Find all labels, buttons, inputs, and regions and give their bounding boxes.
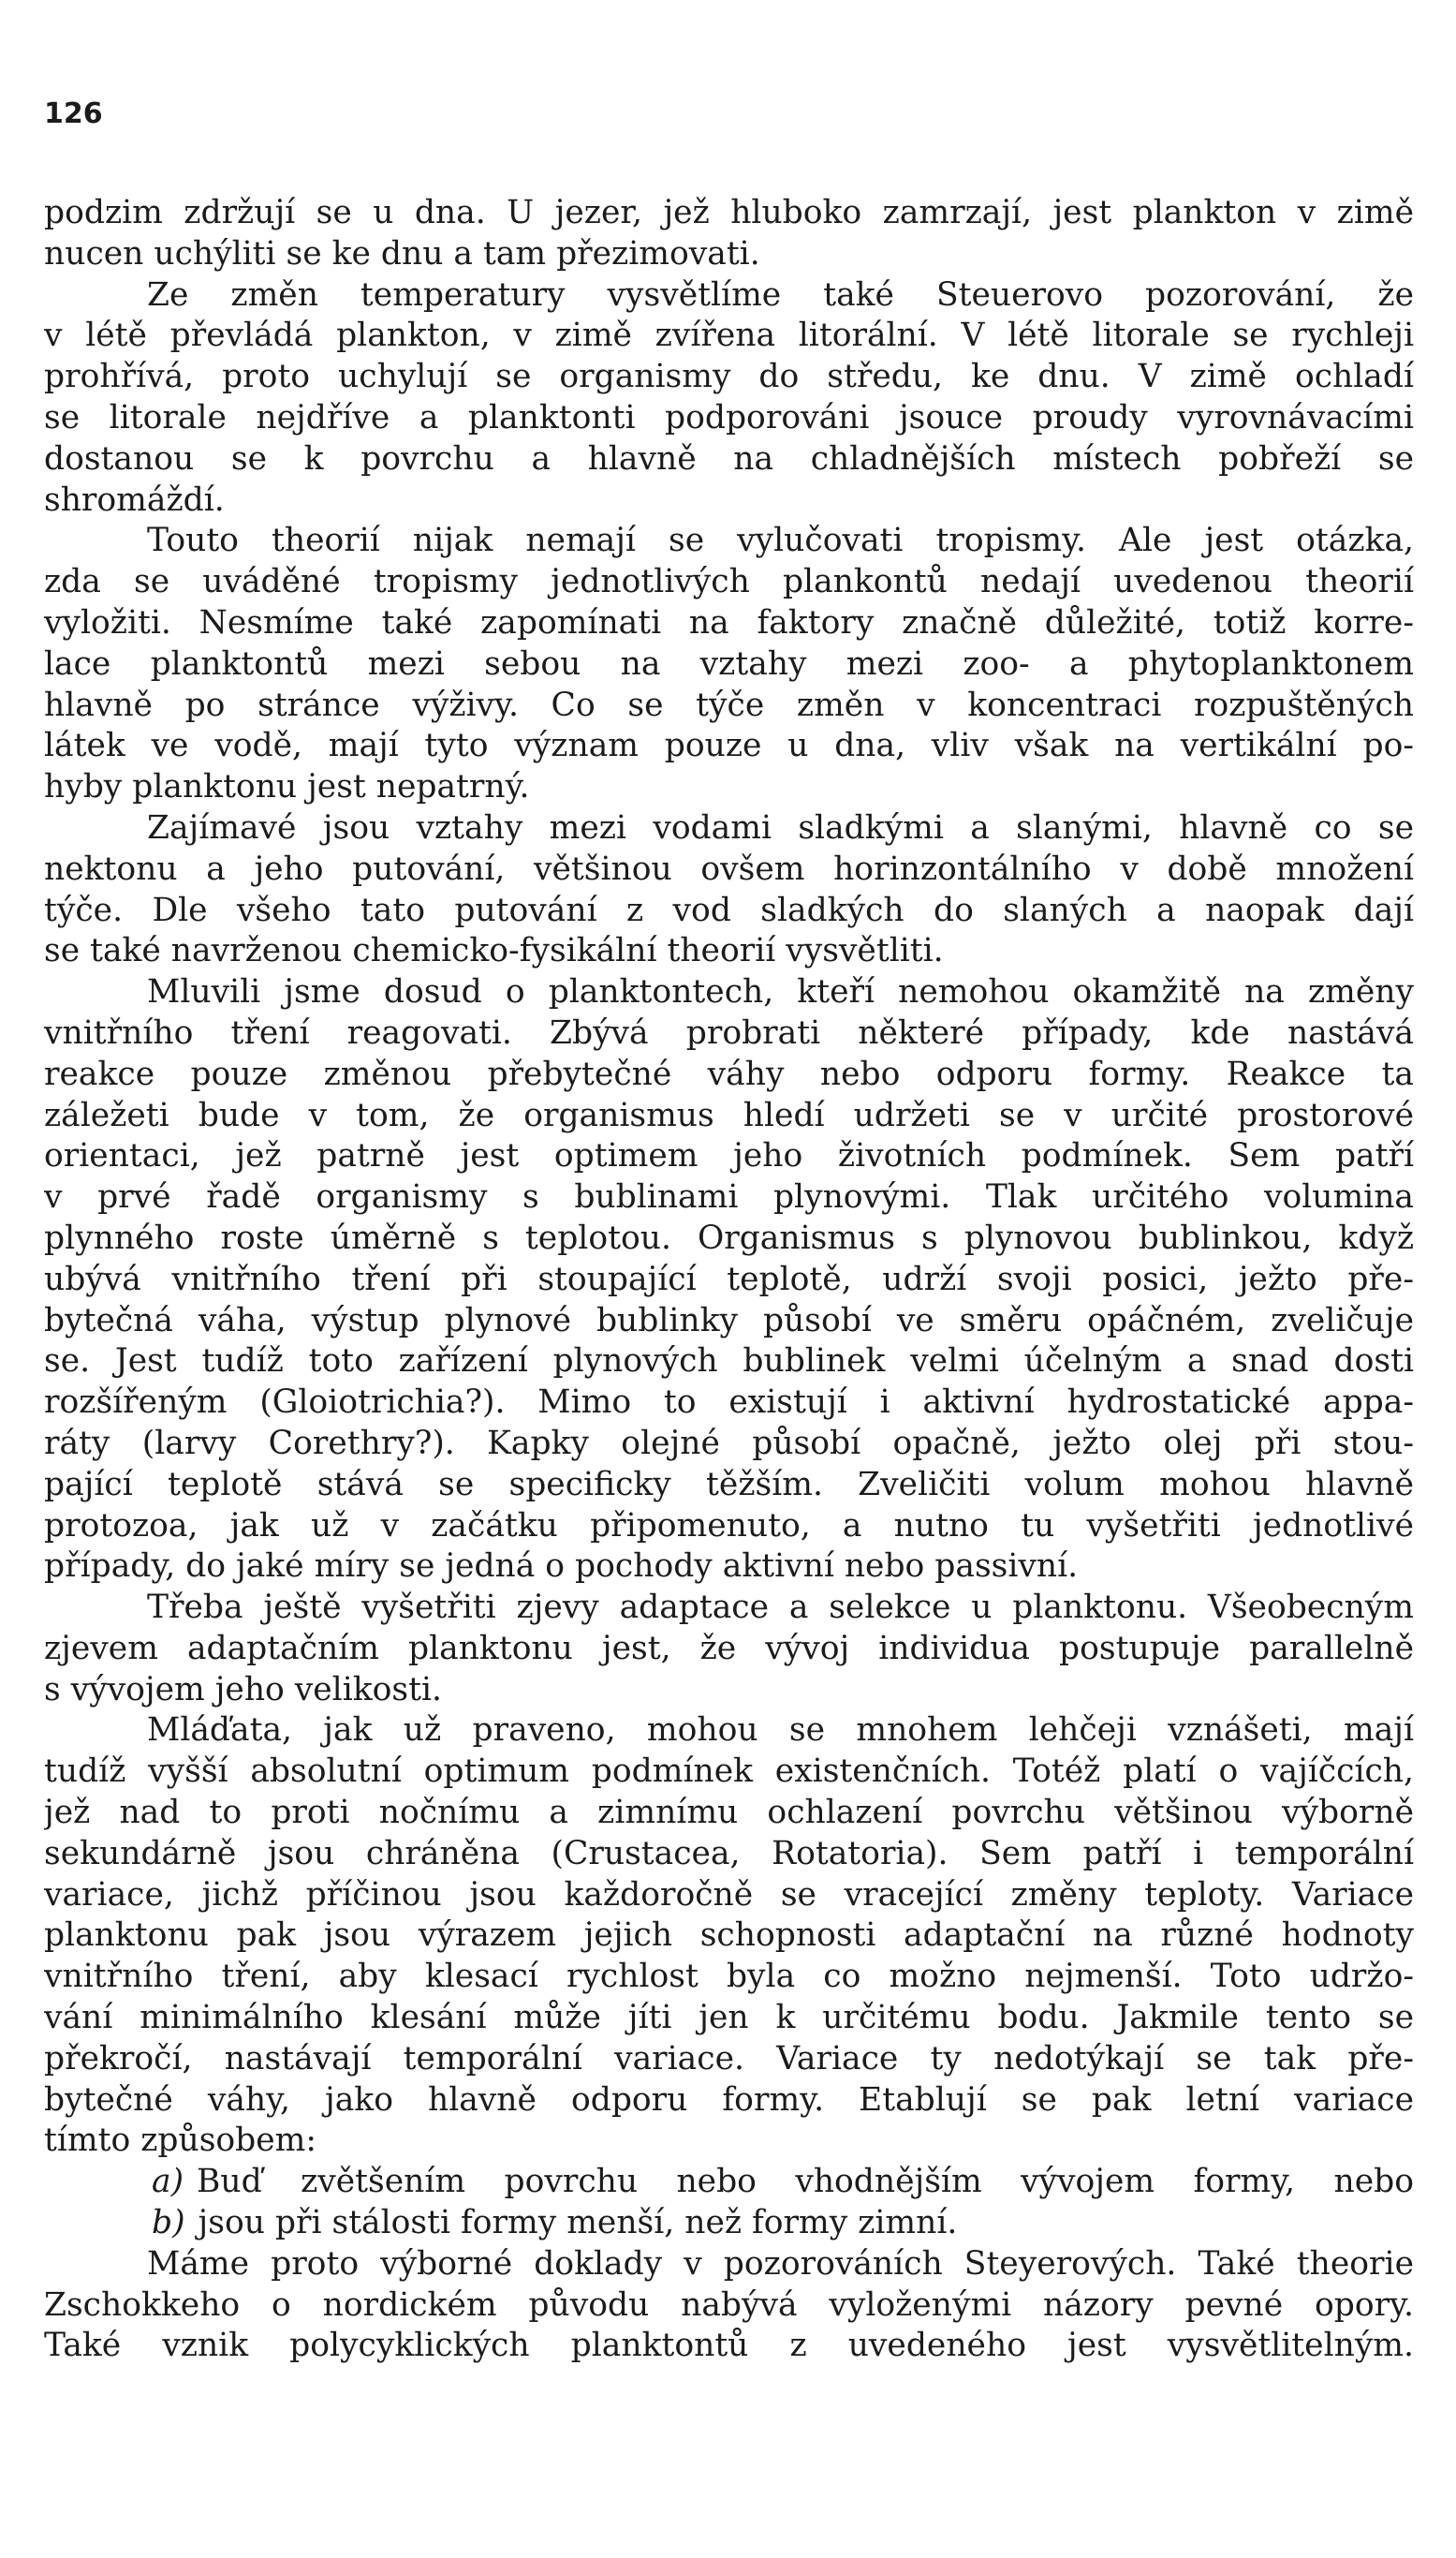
text-line: [44, 1424, 1414, 1465]
line-text: vnitřního tření, aby klesací rychlost byla co možno nejmenší. Toto udržo-: [44, 1958, 1414, 1996]
line-text: variace, jichž příčinou jsou každoročně se vracející změny teploty. Variace: [44, 1875, 1414, 1914]
text-line: [44, 562, 1414, 603]
line-text: bytečné váhy, jako hlavně odporu formy. Etablují se pak letní variace: [44, 2080, 1414, 2119]
text-line: [44, 1301, 1414, 1342]
text-line: [44, 1177, 1414, 1219]
text-line: [44, 850, 1414, 891]
text-line: [44, 891, 1414, 932]
line-text: orientaci, jež patrně jest optimem jeho životních podmínek. Sem patří: [44, 1137, 1414, 1175]
line-text: zda se uváděné tropismy jednotlivých plankontů nedají uvedenou theorií: [44, 563, 1414, 601]
text-line: [44, 2080, 1414, 2122]
text-line: [44, 1957, 1414, 1998]
line-text: s vývojem jeho velikosti.: [44, 1670, 443, 1708]
text-line: [44, 439, 1414, 481]
text-line: [44, 1341, 1414, 1383]
line-text: rozšířeným (Gloiotrichia?). Mimo to existují i aktivní hydrostatické appa-: [44, 1383, 1414, 1422]
line-text: ráty (larvy Corethry?). Kapky olejné působí opačně, ježto olej při stou-: [44, 1424, 1414, 1462]
text-line: [44, 521, 1414, 562]
line-text: ubývá vnitřního tření při stoupající teplotě, udrží svoji posici, ježto pře-: [44, 1260, 1414, 1298]
text-line: [44, 193, 1414, 234]
line-text: hlavně po stránce výživy. Co se týče změn v koncentraci rozpuštěných: [44, 686, 1414, 724]
line-text: tudíž vyšší absolutní optimum podmínek existenčních. Totéž platí o vajíčcích,: [44, 1752, 1414, 1791]
text-line: [44, 972, 1414, 1013]
text-line: [44, 1013, 1414, 1055]
text-line: [44, 808, 1414, 850]
line-text: vání minimálního klesání může jíti jen k určitému bodu. Jakmile tento se: [44, 1999, 1414, 2037]
text-line: [44, 2121, 1414, 2162]
line-text: plynného roste úměrně s teplotou. Organismus s plynovou bublinkou, když: [44, 1219, 1414, 1257]
text-line: [44, 2039, 1414, 2080]
line-text: se. Jest tudíž toto zařízení plynových bublinek velmi účelným a snad dosti: [44, 1342, 1414, 1381]
text-line: [44, 481, 1414, 522]
line-text: Mluvili jsme dosud o planktontech, kteří nemohou okamžitě na změny: [147, 973, 1414, 1012]
line-text: Také vznik polycyklických planktontů z uvedeného jest vysvětlitelným.: [44, 2327, 1414, 2365]
line-text: hyby planktonu jest nepatrný.: [44, 768, 530, 806]
text-line: [44, 1834, 1414, 1875]
text-line: [44, 1793, 1414, 1834]
line-text: jsou při stálosti formy menší, než formy zimní.: [198, 2204, 958, 2242]
line-text: reakce pouze změnou přebytečné váhy nebo odporu formy. Reakce ta: [44, 1055, 1414, 1093]
line-text: Zajímavé jsou vztahy mezi vodami sladkými a slanými, hlavně co se: [147, 808, 1414, 847]
text-line: [44, 2203, 1414, 2244]
list-label: b): [152, 2204, 185, 2242]
text-line: [44, 2285, 1414, 2327]
line-text: bytečná váha, výstup plynové bublinky působí ve směru opáčném, zveličuje: [44, 1301, 1414, 1339]
text-line: [44, 1136, 1414, 1177]
line-text: nucen uchýliti se ke dnu a tam přezimovati.: [44, 234, 760, 273]
text-line: [44, 1465, 1414, 1506]
line-text: se také navrženou chemicko-fysikální theorií vysvětliti.: [44, 932, 944, 970]
text-line: [44, 1998, 1414, 2039]
text-line: [44, 1710, 1414, 1752]
line-text: vnitřního tření reagovati. Zbývá probrati některé případy, kde nastává: [44, 1013, 1414, 1052]
text-line: [44, 1752, 1414, 1793]
text-line: [44, 1260, 1414, 1301]
line-text: prohřívá, proto uchylují se organismy do středu, ke dnu. V zimě ochladí: [44, 358, 1414, 396]
line-text: tímto způsobem:: [44, 2122, 317, 2160]
text-line: [44, 1875, 1414, 1916]
line-text: případy, do jaké míry se jedná o pochody aktivní nebo passivní.: [44, 1547, 1079, 1586]
line-text: záležeti bude v tom, že organismus hledí udržeti se v určité prostorové: [44, 1096, 1414, 1134]
text-line: [44, 2162, 1414, 2203]
line-text: shromáždí.: [44, 481, 225, 519]
text-line: [44, 1383, 1414, 1424]
text-line: [44, 1506, 1414, 1547]
text-line: [44, 931, 1414, 972]
text-line: [44, 1055, 1414, 1096]
text-line: [44, 686, 1414, 727]
line-text: pající teplotě stává se specificky těžším. Zveličiti volum mohou hlavně: [44, 1465, 1414, 1503]
text-line: [44, 767, 1414, 808]
line-text: dostanou se k povrchu a hlavně na chladnějších místech pobřeží se: [44, 439, 1414, 478]
text-line: [44, 603, 1414, 644]
line-text: Mláďata, jak už praveno, mohou se mnohem lehčeji vznášeti, mají: [147, 1711, 1414, 1750]
line-text: vyložiti. Nesmíme také zapomínati na faktory značně důležité, totiž korre-: [44, 603, 1414, 642]
text-line: [44, 1629, 1414, 1670]
line-text: podzim zdržují se u dna. U jezer, jež hluboko zamrzají, jest plankton v zimě: [44, 194, 1414, 231]
line-text: Třeba ještě vyšetřiti zjevy adaptace a selekce u planktonu. Všeobecným: [147, 1589, 1414, 1627]
text-line: [44, 644, 1414, 686]
page-number: 126: [44, 97, 103, 130]
line-text: v létě převládá plankton, v zimě zvířena litorální. V létě litorale se rychleji: [44, 317, 1414, 355]
line-text: se litorale nejdříve a planktonti podporováni jsouce proudy vyrovnávacími: [44, 398, 1414, 436]
text-line: [44, 1588, 1414, 1629]
text-line: [44, 275, 1414, 317]
line-text: překročí, nastávají temporální variace. Variace ty nedotýkají se tak pře-: [44, 2039, 1414, 2077]
text-line: [44, 1670, 1414, 1711]
text-line: [44, 2244, 1414, 2285]
body-text: [44, 193, 1414, 2367]
line-text: jež nad to proti nočnímu a zimnímu ochlazení povrchu většinou výborně: [44, 1794, 1414, 1832]
line-text: lace planktontů mezi sebou na vztahy mezi zoo- a phytoplanktonem: [44, 644, 1414, 683]
text-line: [44, 1546, 1414, 1588]
line-text: Zschokkeho o nordickém původu nabývá vyloženými názory pevné opory.: [44, 2285, 1414, 2324]
text-line: [44, 1915, 1414, 1957]
text-line: [44, 234, 1414, 275]
text-line: [44, 398, 1414, 439]
list-label: a): [152, 2163, 184, 2201]
text-line: [44, 2326, 1414, 2367]
line-text: látek ve vodě, mají tyto význam pouze u dna, vliv však na vertikální po-: [44, 727, 1414, 765]
line-text: zjevem adaptačním planktonu jest, že vývoj individua postupuje parallelně: [44, 1629, 1414, 1667]
line-text: Ze změn temperatury vysvětlíme také Steuerovo pozorování, že: [147, 275, 1414, 314]
text-line: [44, 316, 1414, 357]
line-text: Buď zvětšením povrchu nebo vhodnějším vývojem formy, nebo: [197, 2163, 1414, 2201]
line-text: nektonu a jeho putování, většinou ovšem horinzontálního v době množení: [44, 850, 1414, 888]
text-line: [44, 726, 1414, 767]
text-line: [44, 1096, 1414, 1137]
line-text: planktonu pak jsou výrazem jejich schopnosti adaptační na různé hodnoty: [44, 1916, 1414, 1955]
line-text: týče. Dle všeho tato putování z vod sladkých do slaných a naopak dají: [44, 891, 1414, 929]
line-text: v prvé řadě organismy s bublinami plynovými. Tlak určitého volumina: [44, 1178, 1414, 1217]
line-text: sekundárně jsou chráněna (Crustacea, Rotatoria). Sem patří i temporální: [44, 1834, 1414, 1872]
text-line: [44, 357, 1414, 398]
line-text: protozoa, jak už v začátku připomenuto, a nutno tu vyšetřiti jednotlivé: [44, 1506, 1414, 1545]
line-text: Touto theorií nijak nemají se vylučovati tropismy. Ale jest otázka,: [147, 522, 1414, 560]
text-line: [44, 1219, 1414, 1260]
line-text: Máme proto výborné doklady v pozorováních Steyerových. Také theorie: [147, 2244, 1414, 2283]
